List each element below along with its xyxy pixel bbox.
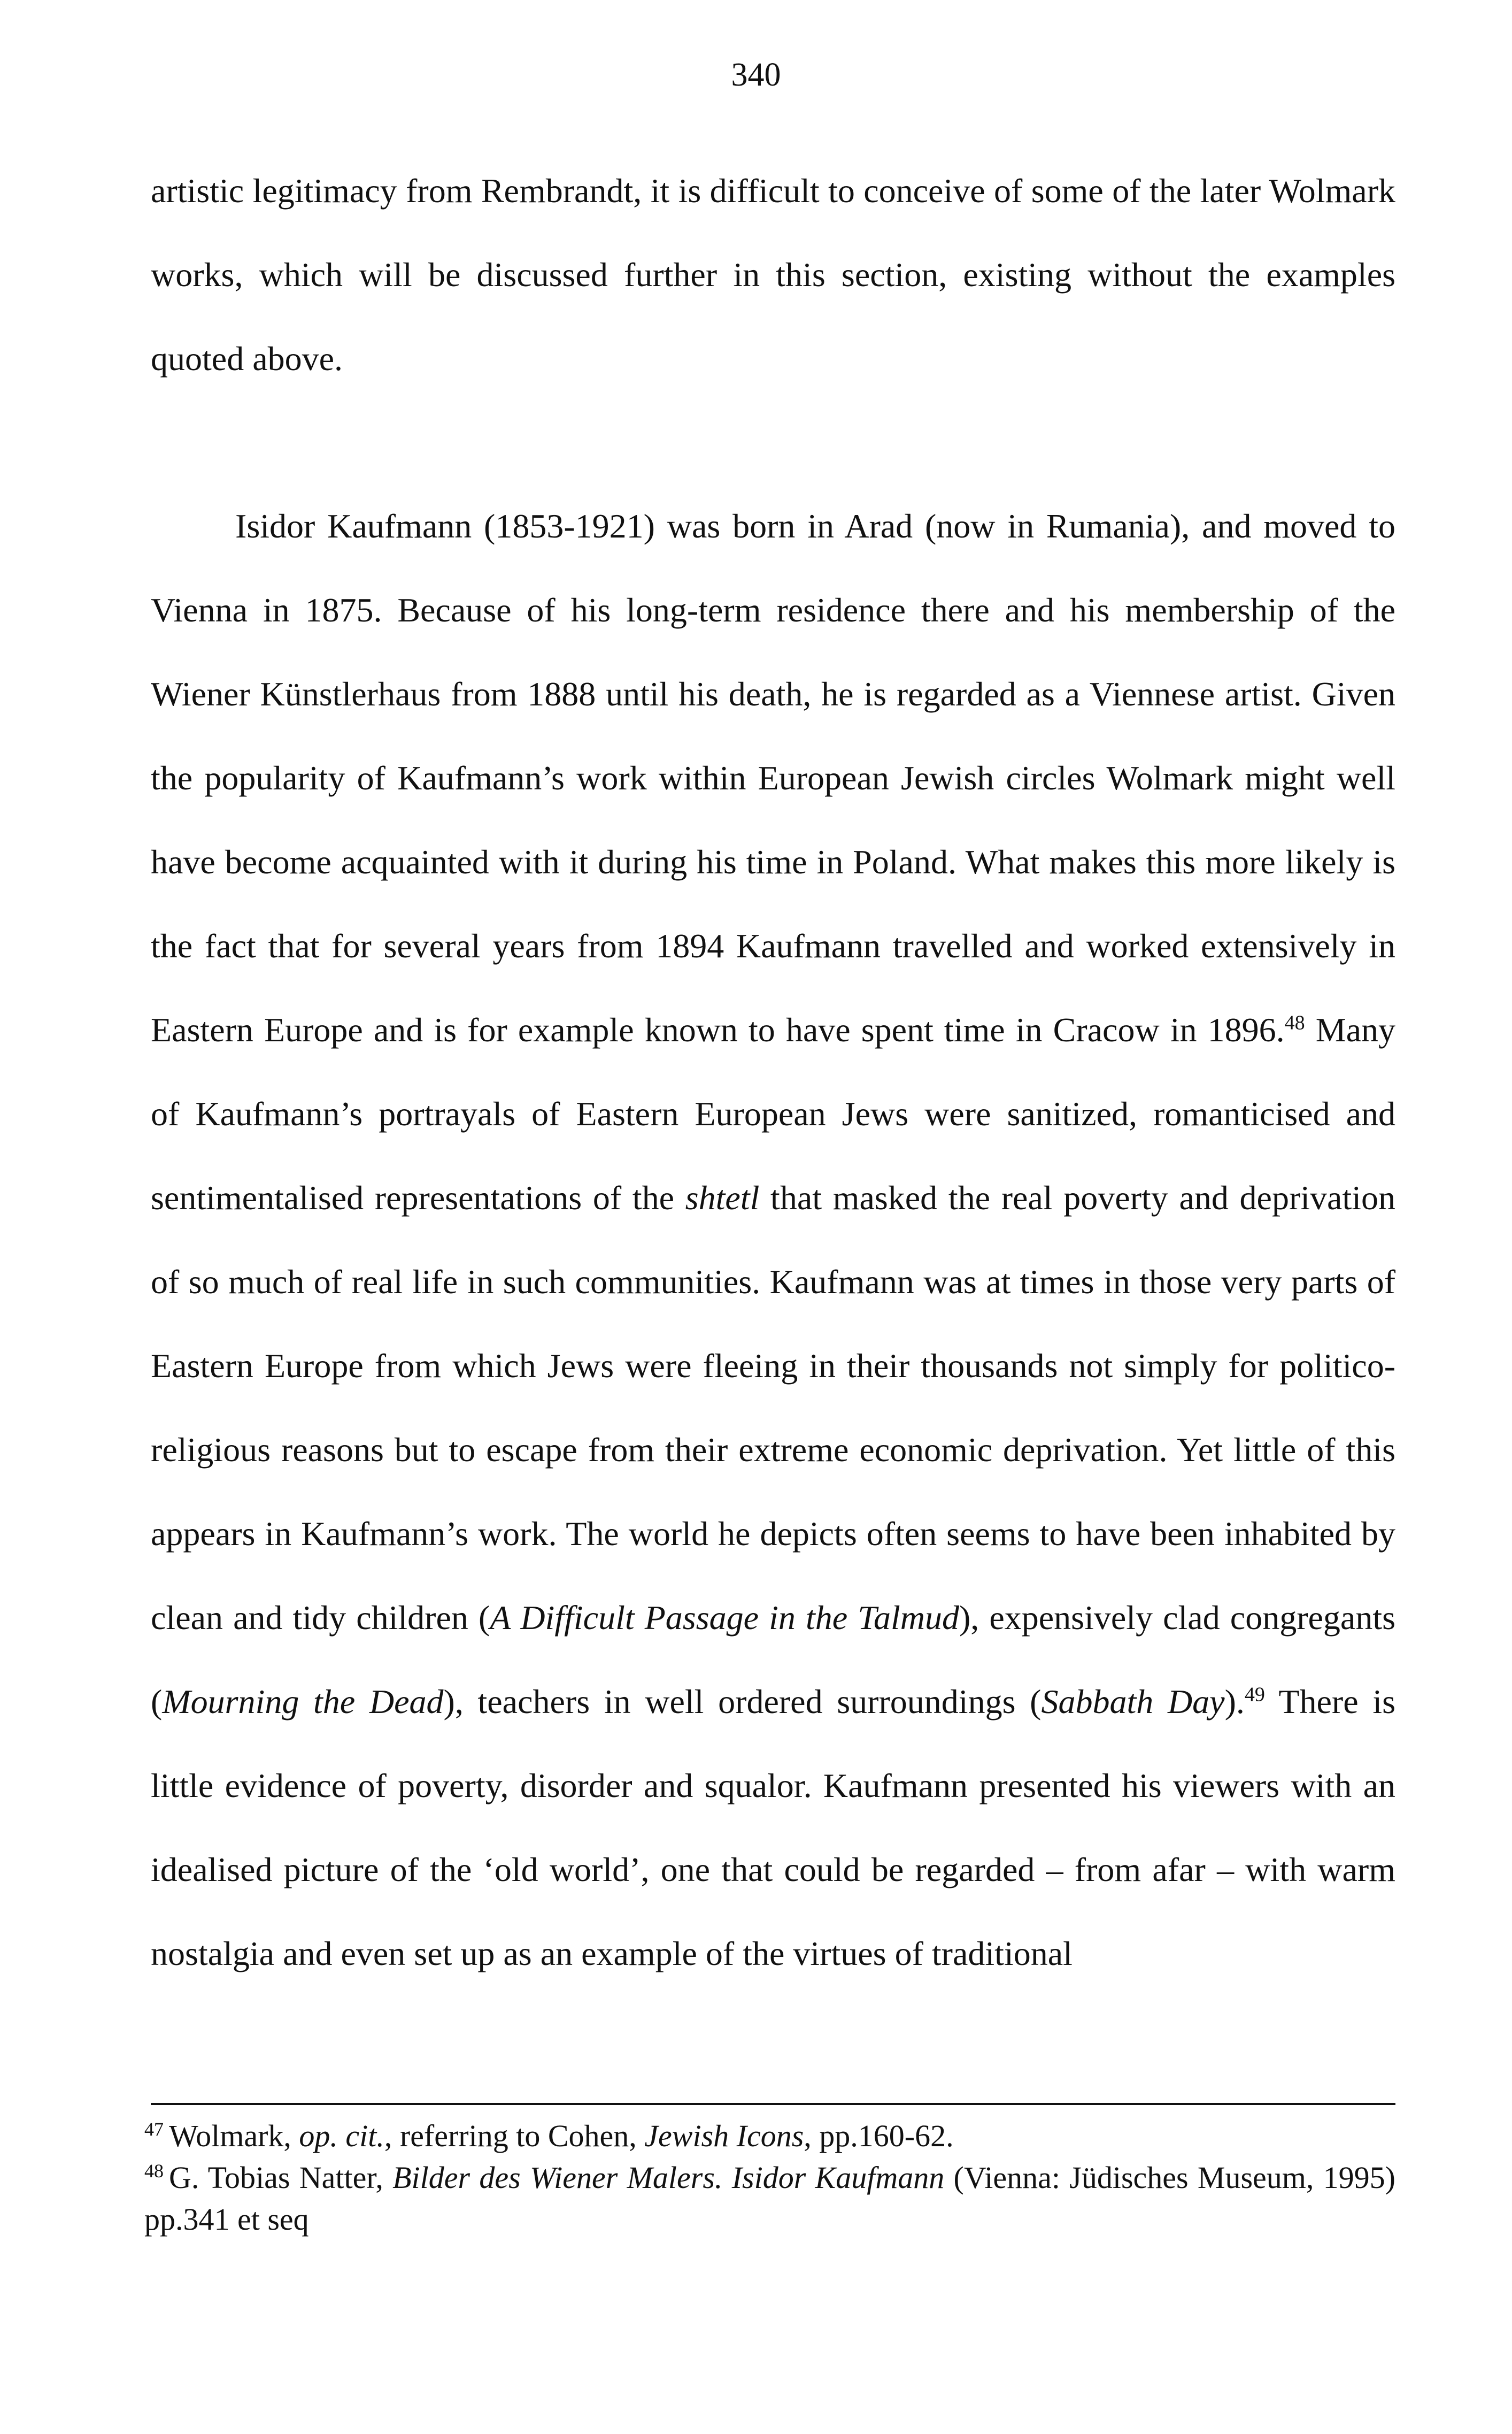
footnote-47-text-1: Wolmark,	[169, 2118, 299, 2153]
paragraph-1	[151, 149, 1395, 401]
footnote-48-italic-1: Bilder des Wiener Malers. Isidor Kaufmann	[392, 2160, 945, 2195]
artwork-title-talmud: A Difficult Passage in the Talmud	[490, 1599, 959, 1637]
paragraph-2-text-5: ), teachers in well ordered surroundings (	[443, 1683, 1042, 1721]
paragraph-2-text-7: There is little evidence of poverty, disorder and squalor. Kaufmann presented his viewers with an idealised picture of the ‘old world’, one that could be regarded – from afar – with warm nostalgia and even set up as an example of the virtues of traditional	[151, 1683, 1396, 1972]
paragraph-2-text-6: ).	[1224, 1683, 1245, 1721]
artwork-title-sabbath: Sabbath Day	[1041, 1683, 1225, 1721]
paragraph-2-text-3: that masked the real poverty and deprivation of so much of real life in such communities. Kaufmann was at times in those very parts of Eastern Europe from which Jews were fleeing in their thousands not simply for politico-religious reasons but to escape from their extreme economic deprivation. Yet little of this appears in Kaufmann’s work. The world he depicts often seems to have been inhabited by clean and tidy children (	[151, 1179, 1396, 1637]
footnote-47	[144, 2115, 1395, 2157]
footnote-48	[144, 2157, 1395, 2240]
footnote-48-text-2: (Vienna: Jüdisches Museum, 1995) pp.341 et seq	[144, 2160, 1395, 2237]
footnote-47-number: 47	[144, 2118, 164, 2140]
paragraph-2-text-1: Isidor Kaufmann (1853-1921) was born in Arad (now in Rumania), and moved to Vienna in 1875. Because of his long-term residence there and his membership of the Wiener Künstlerhaus from 1888 until his death, he is regarded as a Viennese artist. Given the popularity of Kaufmann’s work within European Jewish circles Wolmark might well have become acquainted with it during his time in Poland. What makes this more likely is the fact that for several years from 1894 Kaufmann travelled and worked extensively in Eastern Europe and is for example known to have spent time in Cracow in 1896.	[151, 507, 1395, 1049]
footnote-ref-48: 48	[1284, 1011, 1305, 1034]
footnote-divider	[151, 2103, 1395, 2105]
paragraph-2	[151, 484, 1395, 1995]
footnote-48-text-1: G. Tobias Natter,	[169, 2160, 393, 2195]
footnote-47-italic-1: op. cit.	[299, 2118, 384, 2153]
paragraph-2-text-2: Many of Kaufmann’s portrayals of Eastern European Jews were sanitized, romanticised and sentimentalised representations of the	[151, 1011, 1396, 1217]
footnote-47-text-2: , referring to Cohen,	[384, 2118, 645, 2153]
artwork-title-mourning: Mourning the Dead	[162, 1683, 444, 1721]
footnotes	[144, 2115, 1395, 2240]
page-number: 340	[731, 57, 781, 93]
footnote-47-italic-2: Jewish Icons	[644, 2118, 804, 2153]
footnote-48-number: 48	[144, 2160, 164, 2182]
footnote-ref-49: 49	[1244, 1683, 1265, 1706]
footnote-47-text-3: , pp.160-62.	[804, 2118, 954, 2153]
paragraph-2-text-4: ), expensively clad congregants (	[151, 1599, 1396, 1721]
paragraph-1-text: artistic legitimacy from Rembrandt, it is difficult to conceive of some of the later Wolmark works, which will be discussed further in this section, existing without the examples quoted above.	[151, 172, 1395, 378]
term-shtetl: shtetl	[685, 1179, 760, 1217]
